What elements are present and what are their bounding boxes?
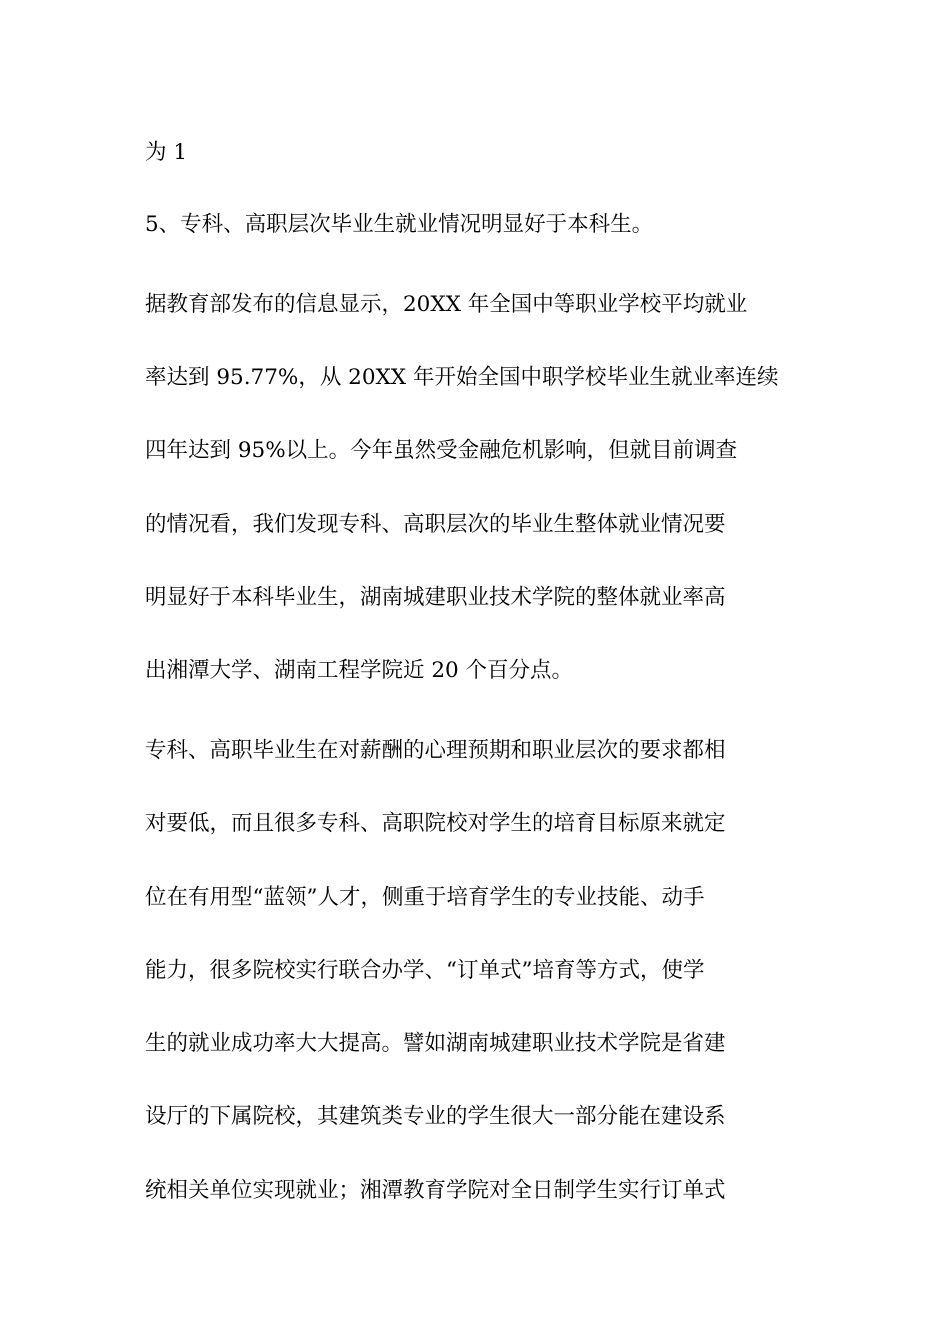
- text-line: 明显好于本科毕业生，湖南城建职业技术学院的整体就业率高: [145, 585, 726, 610]
- text-line: 四年达到 95%以上。今年虽然受金融危机影响，但就目前调查: [145, 438, 738, 463]
- text-line: 生的就业成功率大大提高。譬如湖南城建职业技术学院是省建: [145, 1031, 726, 1056]
- text-line: 为 1: [145, 140, 188, 165]
- section-heading: 5、专科、高职层次毕业生就业情况明显好于本科生。: [145, 212, 654, 237]
- text-line: 统相关单位实现就业；湘潭教育学院对全日制学生实行订单式: [145, 1178, 726, 1203]
- text-line: 设厅的下属院校，其建筑类专业的学生很大一部分能在建设系: [145, 1104, 726, 1129]
- text-line: 据教育部发布的信息显示，20XX 年全国中等职业学校平均就业: [145, 292, 748, 317]
- text-line: 率达到 95.77%，从 20XX 年开始全国中职学校毕业生就业率连续: [145, 365, 779, 390]
- text-line: 位在有用型“蓝领”人才，侧重于培育学生的专业技能、动手: [145, 885, 705, 910]
- text-line: 的情况看，我们发现专科、高职层次的毕业生整体就业情况要: [145, 512, 726, 537]
- text-line: 对要低，而且很多专科、高职院校对学生的培育目标原来就定: [145, 811, 726, 836]
- text-line: 专科、高职毕业生在对薪酬的心理预期和职业层次的要求都相: [145, 738, 726, 763]
- text-line: 出湘潭大学、湖南工程学院近 20 个百分点。: [145, 658, 574, 683]
- text-line: 能力，很多院校实行联合办学、“订单式”培育等方式，使学: [145, 958, 705, 983]
